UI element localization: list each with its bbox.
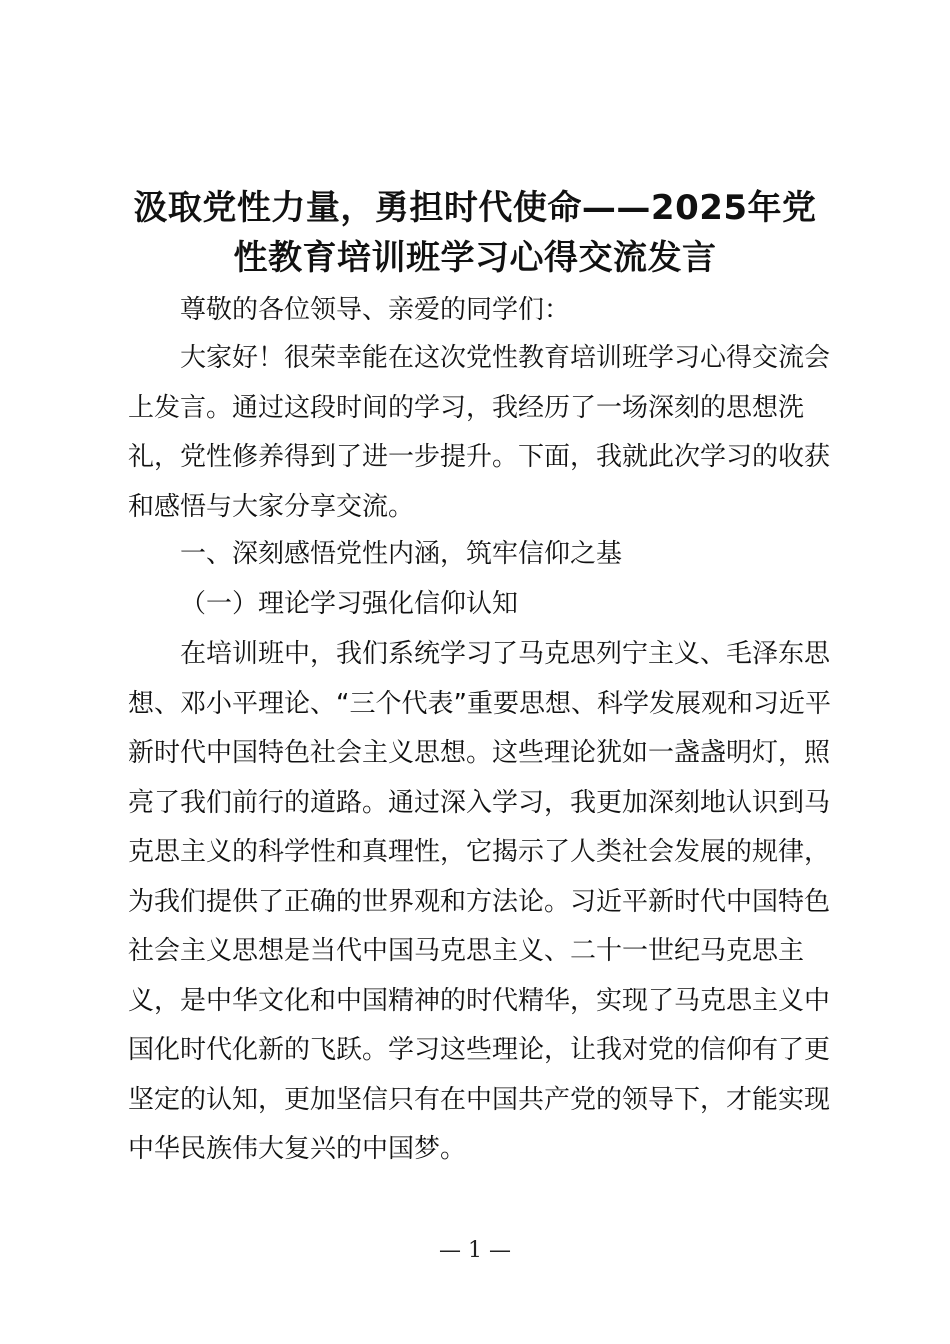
subsection-heading	[128, 580, 840, 630]
subsection-heading-text: （一）理论学习强化信仰认知	[180, 589, 519, 619]
opening-paragraph	[128, 334, 840, 532]
theory-paragraph-text: 在培训班中，我们系统学习了马克思列宁主义、毛泽东思想、邓小平理论、“三个代表”重要思想、科学发展观和习近平新时代中国特色社会主义思想。这些理论犹如一盏盏明灯，照亮了我们前行的道路。通过深入学习，我更加深刻地认识到马克思主义的科学性和真理性，它揭示了人类社会发展的规律，为我们提供了正确的世界观和方法论。习近平新时代中国特色社会主义思想是当代中国马克思主义、二十一世纪马克思主义，是中华文化和中国精神的时代精华，实现了马克思主义中国化时代化新的飞跃。学习这些理论，让我对党的信仰有了更坚定的认知，更加坚信只有在中国共产党的领导下，才能实现中华民族伟大复兴的中国梦。	[128, 639, 831, 1164]
section-heading-text: 一、深刻感悟党性内涵，筑牢信仰之基	[180, 539, 623, 569]
opening-paragraph-text: 大家好！很荣幸能在这次党性教育培训班学习心得交流会上发言。通过这段时间的学习，我经历了一场深刻的思想洗礼，党性修养得到了进一步提升。下面，我就此次学习的收获和感悟与大家分享交流。	[128, 343, 831, 522]
page-number: — 1 —	[439, 1238, 511, 1263]
theory-paragraph	[128, 630, 840, 1175]
salutation	[128, 286, 840, 336]
document-title: 汲取党性力量，勇担时代使命——2025年党性教育培训班学习心得交流发言	[133, 188, 817, 278]
salutation-text: 尊敬的各位领导、亲爱的同学们：	[180, 295, 571, 325]
section-heading	[128, 530, 840, 580]
